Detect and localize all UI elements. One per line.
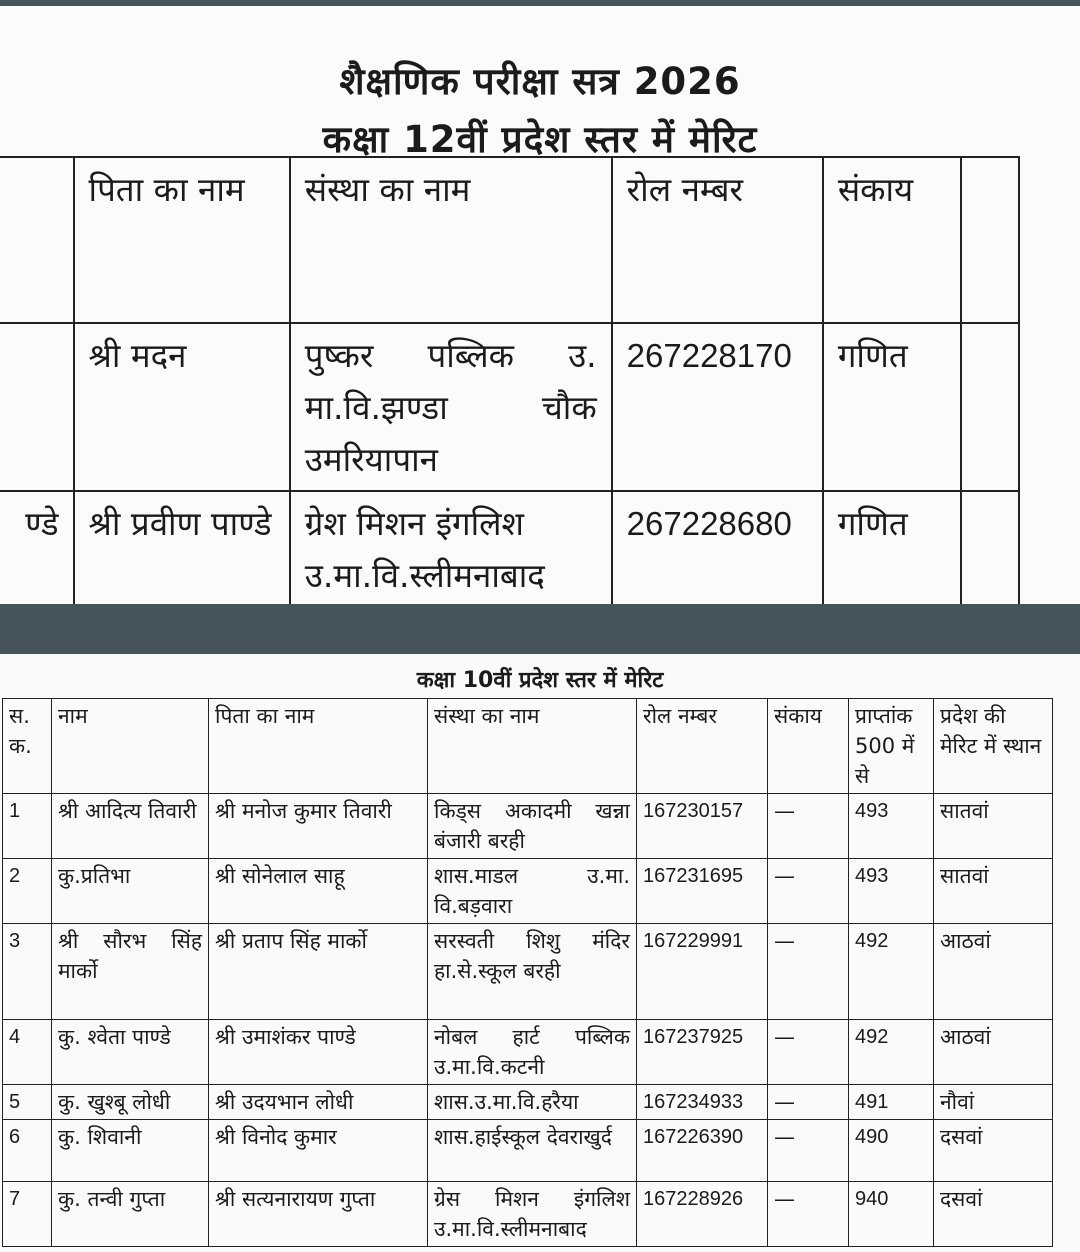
cell-faculty: —: [768, 1085, 849, 1120]
table-row: [3, 859, 1053, 924]
cell-marks: 940: [849, 1182, 934, 1247]
cell-marks: 492: [849, 1020, 934, 1085]
cell-serial: 4: [3, 1020, 52, 1085]
cell-roll: 167229991: [637, 924, 768, 1020]
cell-institute: शास.माडल उ.मा. वि.बड़वारा: [428, 859, 637, 924]
header-roll-number: रोल नम्बर: [637, 699, 768, 794]
cell-father: श्री उदयभान लोधी: [209, 1085, 428, 1120]
header-serial: स. क.: [3, 699, 52, 794]
cell-marks: 490: [849, 1120, 934, 1182]
cell-faculty: —: [768, 794, 849, 859]
cell-institute: शास.उ.मा.वि.हरैया: [428, 1085, 637, 1120]
cell-roll: 167226390: [637, 1120, 768, 1182]
cell-father: श्री विनोद कुमार: [209, 1120, 428, 1182]
cell-father: श्री सत्यनारायण गुप्ता: [209, 1182, 428, 1247]
class12-merit-title: कक्षा 12वीं प्रदेश स्तर में मेरिट: [322, 118, 758, 161]
cell-roll: 167237925: [637, 1020, 768, 1085]
cell-roll: 167230157: [637, 794, 768, 859]
cell-serial: 3: [3, 924, 52, 1020]
cell-faculty: गणित: [823, 491, 961, 604]
header-cell-name: [0, 157, 74, 323]
cell-faculty: —: [768, 1120, 849, 1182]
table-header-row: [3, 699, 1053, 794]
table-row: [0, 491, 1019, 604]
cell-serial: 7: [3, 1182, 52, 1247]
cell-institute: पुष्कर पब्लिक उ. मा.वि.झण्डा चौक उमरियापान: [290, 323, 612, 491]
cell-serial: 2: [3, 859, 52, 924]
cell-rank: नौवां: [934, 1085, 1053, 1120]
header-faculty: संकाय: [768, 699, 849, 794]
cell-roll: 267228170: [612, 323, 823, 491]
header-father-name: पिता का नाम: [209, 699, 428, 794]
cell-faculty: —: [768, 1020, 849, 1085]
cell-institute: शास.हाईस्कूल देवराखुर्द: [428, 1120, 637, 1182]
cell-institute: ग्रेश मिशन इंगलिश उ.मा.वि.स्लीमनाबाद: [290, 491, 612, 604]
cell-name: ण्डे: [0, 491, 74, 604]
cell-father: श्री मदन: [74, 323, 290, 491]
header-father-name: पिता का नाम: [74, 157, 290, 323]
cell-institute: ग्रेस मिशन इंगलिश उ.मा.वि.स्लीमनाबाद: [428, 1182, 637, 1247]
table-row: [3, 794, 1053, 859]
table-row: [3, 1120, 1053, 1182]
cell-name: कु. खुश्बू लोधी: [52, 1085, 209, 1120]
class10-merit-page: [0, 654, 1080, 1252]
cell-rank: सातवां: [934, 859, 1053, 924]
cell-institute: नोबल हार्ट पब्लिक उ.मा.वि.कटनी: [428, 1020, 637, 1085]
cell-faculty: —: [768, 924, 849, 1020]
cell-father: श्री उमाशंकर पाण्डे: [209, 1020, 428, 1085]
cell-rank: दसवां: [934, 1120, 1053, 1182]
cell-faculty: —: [768, 1182, 849, 1247]
cell-rank: आठवां: [934, 1020, 1053, 1085]
exam-session-title: शैक्षणिक परीक्षा सत्र 2026: [339, 60, 741, 103]
header-faculty: संकाय: [823, 157, 961, 323]
cell-father: श्री प्रताप सिंह मार्को: [209, 924, 428, 1020]
cell-rank: दसवां: [934, 1182, 1053, 1247]
header-cell-extra: [961, 157, 1019, 323]
header-marks: प्राप्तांक 500 में से: [849, 699, 934, 794]
cell-faculty: गणित: [823, 323, 961, 491]
cell-serial: 1: [3, 794, 52, 859]
cell-roll: 167228926: [637, 1182, 768, 1247]
cell-extra: [961, 491, 1019, 604]
cell-name: कु. शिवानी: [52, 1120, 209, 1182]
header-institute-name: संस्था का नाम: [290, 157, 612, 323]
header-roll-number: रोल नम्बर: [612, 157, 823, 323]
cell-name: श्री सौरभ सिंह मार्को: [52, 924, 209, 1020]
table-header-row: [0, 157, 1019, 323]
class12-merit-page: [0, 6, 1080, 604]
class10-merit-table: [2, 698, 1053, 1247]
cell-marks: 492: [849, 924, 934, 1020]
cell-name: कु. तन्वी गुप्ता: [52, 1182, 209, 1247]
cell-name: [0, 323, 74, 491]
cell-name: श्री आदित्य तिवारी: [52, 794, 209, 859]
cell-serial: 5: [3, 1085, 52, 1120]
cell-father: श्री मनोज कुमार तिवारी: [209, 794, 428, 859]
cell-extra: [961, 323, 1019, 491]
cell-marks: 491: [849, 1085, 934, 1120]
cell-father: श्री सोनेलाल साहू: [209, 859, 428, 924]
cell-roll: 167234933: [637, 1085, 768, 1120]
cell-faculty: —: [768, 859, 849, 924]
table-row: [3, 1020, 1053, 1085]
cell-serial: 6: [3, 1120, 52, 1182]
cell-marks: 493: [849, 859, 934, 924]
table-row: [0, 323, 1019, 491]
cell-rank: आठवां: [934, 924, 1053, 1020]
header-institute-name: संस्था का नाम: [428, 699, 637, 794]
cell-institute: सरस्वती शिशु मंदिर हा.से.स्कूल बरही: [428, 924, 637, 1020]
table-row: [3, 1182, 1053, 1247]
header-name: नाम: [52, 699, 209, 794]
cell-institute: किड्स अकादमी खन्ना बंजारी बरही: [428, 794, 637, 859]
cell-father: श्री प्रवीण पाण्डे: [74, 491, 290, 604]
table-row: [3, 924, 1053, 1020]
cell-roll: 267228680: [612, 491, 823, 604]
class12-merit-table: [0, 156, 1020, 604]
cell-rank: सातवां: [934, 794, 1053, 859]
table-row: [3, 1085, 1053, 1120]
cell-marks: 493: [849, 794, 934, 859]
header-merit-rank: प्रदेश की मेरिट में स्थान: [934, 699, 1053, 794]
cell-roll: 167231695: [637, 859, 768, 924]
class10-merit-title: कक्षा 10वीं प्रदेश स्तर में मेरिट: [416, 668, 664, 693]
cell-name: कु. श्वेता पाण्डे: [52, 1020, 209, 1085]
cell-name: कु.प्रतिभा: [52, 859, 209, 924]
